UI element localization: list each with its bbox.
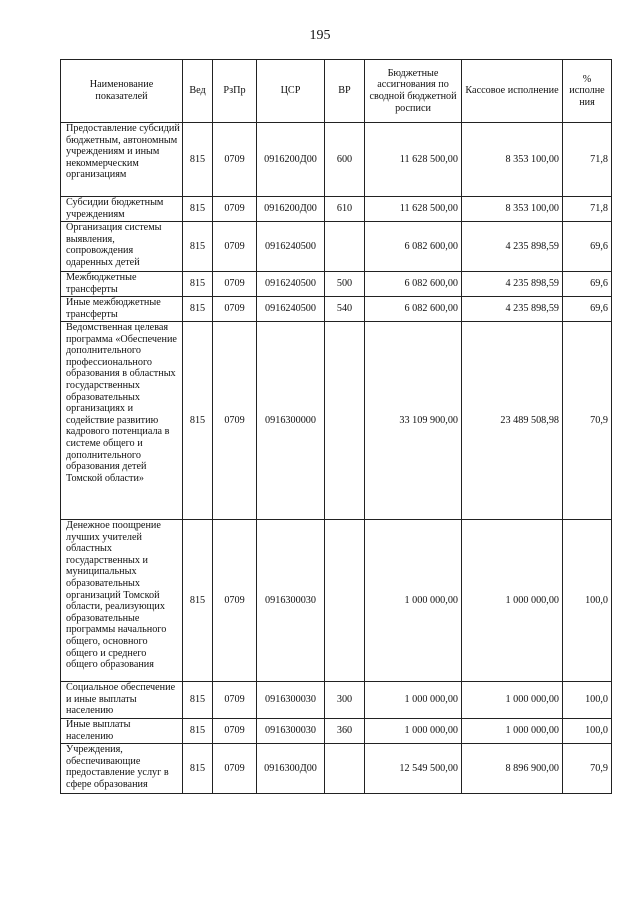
row-cash: 1 000 000,00 [462, 520, 563, 682]
row-csr: 0916240500 [257, 272, 325, 297]
row-cash: 4 235 898,59 [462, 297, 563, 322]
header-name: Наименование показателей [61, 60, 183, 123]
table-row [61, 297, 612, 322]
row-percent: 100,0 [563, 682, 612, 719]
row-name: Предоставление субсидий бюджетным, автономным учреждениям и иным некоммерческим организациям [61, 123, 183, 197]
header-cash: Кассовое исполнение [462, 60, 563, 123]
row-name: Ведомственная целевая программа «Обеспечение дополнительного профессионального образования в областных государственных образовательных организациях и содействие развитию кадрового потенциала в системе общего и дополнительного образования детей Томской области» [61, 322, 183, 520]
row-assigned: 33 109 900,00 [365, 322, 462, 520]
row-assigned: 1 000 000,00 [365, 682, 462, 719]
row-name: Иные межбюджетные трансферты [61, 297, 183, 322]
row-rzpr: 0709 [213, 222, 257, 272]
row-percent: 71,8 [563, 197, 612, 222]
row-vr: 540 [325, 297, 365, 322]
row-csr: 0916200Д00 [257, 123, 325, 197]
row-vr [325, 222, 365, 272]
row-rzpr: 0709 [213, 322, 257, 520]
row-ved: 815 [183, 520, 213, 682]
row-cash: 1 000 000,00 [462, 682, 563, 719]
header-rzpr: РзПр [213, 60, 257, 123]
row-vr [325, 744, 365, 794]
table-row [61, 682, 612, 719]
row-name: Организация системы выявления, сопровождения одаренных детей [61, 222, 183, 272]
row-assigned: 11 628 500,00 [365, 123, 462, 197]
row-percent: 100,0 [563, 719, 612, 744]
row-vr [325, 322, 365, 520]
table-row [61, 272, 612, 297]
row-csr: 0916240500 [257, 297, 325, 322]
row-rzpr: 0709 [213, 123, 257, 197]
table-row [61, 322, 612, 520]
row-rzpr: 0709 [213, 297, 257, 322]
table-row [61, 197, 612, 222]
row-vr: 600 [325, 123, 365, 197]
row-assigned: 6 082 600,00 [365, 272, 462, 297]
row-assigned: 12 549 500,00 [365, 744, 462, 794]
table-header-row [61, 60, 612, 123]
row-vr: 360 [325, 719, 365, 744]
row-ved: 815 [183, 719, 213, 744]
row-name: Иные выплаты населению [61, 719, 183, 744]
row-rzpr: 0709 [213, 682, 257, 719]
row-vr [325, 520, 365, 682]
row-name: Социальное обеспечение и иные выплаты населению [61, 682, 183, 719]
row-assigned: 6 082 600,00 [365, 222, 462, 272]
row-rzpr: 0709 [213, 744, 257, 794]
row-name: Субсидии бюджетным учреждениям [61, 197, 183, 222]
row-percent: 70,9 [563, 322, 612, 520]
header-vr: ВР [325, 60, 365, 123]
row-name: Межбюджетные трансферты [61, 272, 183, 297]
table-row [61, 520, 612, 682]
row-ved: 815 [183, 197, 213, 222]
row-name: Денежное поощрение лучших учителей областных государственных и муниципальных образовательных организаций Томской области, реализующих образовательные программы начального общего, основного общего и среднего общего образования [61, 520, 183, 682]
row-cash: 8 353 100,00 [462, 123, 563, 197]
row-vr: 300 [325, 682, 365, 719]
row-ved: 815 [183, 682, 213, 719]
table-row [61, 744, 612, 794]
table-row [61, 222, 612, 272]
row-name: Учреждения, обеспечивающие предоставление услуг в сфере образования [61, 744, 183, 794]
row-assigned: 11 628 500,00 [365, 197, 462, 222]
row-cash: 4 235 898,59 [462, 222, 563, 272]
row-ved: 815 [183, 322, 213, 520]
row-csr: 0916240500 [257, 222, 325, 272]
page-number: 195 [309, 28, 331, 43]
row-cash: 1 000 000,00 [462, 719, 563, 744]
header-percent: % исполне ния [563, 60, 612, 123]
row-assigned: 1 000 000,00 [365, 719, 462, 744]
row-ved: 815 [183, 123, 213, 197]
row-assigned: 1 000 000,00 [365, 520, 462, 682]
row-ved: 815 [183, 744, 213, 794]
row-csr: 0916300030 [257, 520, 325, 682]
row-cash: 4 235 898,59 [462, 272, 563, 297]
row-ved: 815 [183, 222, 213, 272]
row-cash: 8 353 100,00 [462, 197, 563, 222]
row-csr: 0916200Д00 [257, 197, 325, 222]
row-csr: 0916300000 [257, 322, 325, 520]
row-percent: 70,9 [563, 744, 612, 794]
row-vr: 500 [325, 272, 365, 297]
row-assigned: 6 082 600,00 [365, 297, 462, 322]
row-percent: 69,6 [563, 222, 612, 272]
row-percent: 69,6 [563, 297, 612, 322]
row-rzpr: 0709 [213, 272, 257, 297]
row-ved: 815 [183, 297, 213, 322]
row-rzpr: 0709 [213, 719, 257, 744]
row-percent: 71,8 [563, 123, 612, 197]
row-csr: 0916300030 [257, 719, 325, 744]
row-ved: 815 [183, 272, 213, 297]
row-cash: 8 896 900,00 [462, 744, 563, 794]
row-cash: 23 489 508,98 [462, 322, 563, 520]
header-csr: ЦСР [257, 60, 325, 123]
row-percent: 100,0 [563, 520, 612, 682]
table-row [61, 719, 612, 744]
table-row [61, 123, 612, 197]
header-ved: Вед [183, 60, 213, 123]
row-rzpr: 0709 [213, 520, 257, 682]
row-csr: 0916300Д00 [257, 744, 325, 794]
row-csr: 0916300030 [257, 682, 325, 719]
row-vr: 610 [325, 197, 365, 222]
row-percent: 69,6 [563, 272, 612, 297]
row-rzpr: 0709 [213, 197, 257, 222]
header-assigned: Бюджетные ассигнования по сводной бюджетной росписи [365, 60, 462, 123]
budget-execution-table [60, 59, 612, 794]
